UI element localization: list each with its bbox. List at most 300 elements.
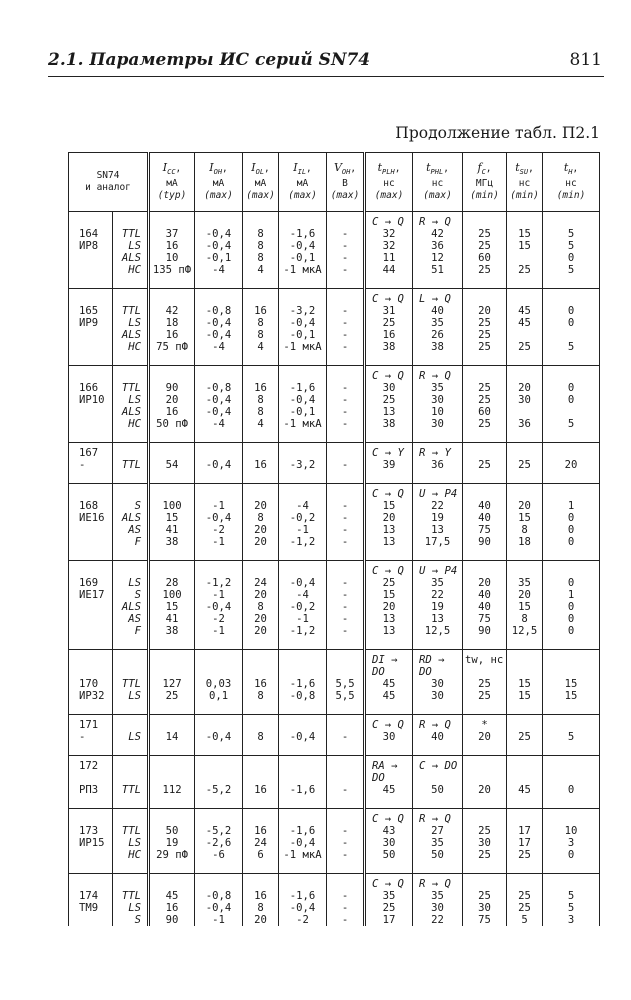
cell-fc: 90 — [463, 536, 507, 561]
cell-tphl: 36 — [413, 459, 463, 484]
cell-iol — [243, 212, 279, 229]
cell-series-number: ИР10 — [69, 394, 113, 406]
cell-family: LS — [113, 394, 149, 406]
cell-th — [543, 406, 600, 418]
cell-tplh: RA → DO — [365, 756, 413, 785]
cell-voh: - — [327, 317, 365, 329]
cell-iil: -1 мкА — [279, 418, 327, 443]
cell-family: TTL — [113, 382, 149, 394]
cell-series-number: 167 — [69, 443, 113, 460]
cell-iil: -1 — [279, 524, 327, 536]
cell-th: 0 — [543, 305, 600, 317]
cell-iol: 8 — [243, 394, 279, 406]
cell-series-number: 173 — [69, 825, 113, 837]
cell-fc: 25 — [463, 849, 507, 874]
table-row — [69, 341, 600, 366]
cell-iol: 8 — [243, 690, 279, 715]
cell-voh: - — [327, 418, 365, 443]
cell-icc — [149, 715, 195, 732]
cell-tplh: 44 — [365, 264, 413, 289]
cell-th — [543, 809, 600, 826]
column-header-tplh: $t_{PLH}$, нс (max) — [365, 153, 413, 212]
cell-iil: -1,2 — [279, 536, 327, 561]
cell-icc: 15 — [149, 512, 195, 524]
cell-fc: * — [463, 715, 507, 732]
cell-ioh: -0,1 — [195, 252, 243, 264]
cell-iil: -4 — [279, 500, 327, 512]
cell-voh — [327, 561, 365, 578]
cell-tsu: 20 — [507, 382, 543, 394]
cell-voh: 5,5 — [327, 690, 365, 715]
column-header-iil: $I_{IL}$, мА (max) — [279, 153, 327, 212]
cell-tsu: 30 — [507, 394, 543, 406]
cell-fc: 20 — [463, 577, 507, 589]
cell-ioh — [195, 650, 243, 679]
cell-tplh: 30 — [365, 731, 413, 756]
cell-ioh: -0,4 — [195, 240, 243, 252]
cell-tplh: 15 — [365, 589, 413, 601]
table-header — [69, 153, 600, 212]
cell-icc: 16 — [149, 240, 195, 252]
cell-family: ALS — [113, 406, 149, 418]
cell-tsu: 35 — [507, 577, 543, 589]
cell-fc: 25 — [463, 418, 507, 443]
cell-tsu — [507, 212, 543, 229]
cell-tplh: 38 — [365, 418, 413, 443]
page-number: 811 — [569, 50, 602, 70]
cell-series-number: - — [69, 731, 113, 756]
cell-voh: - — [327, 613, 365, 625]
cell-series-number: ИР15 — [69, 837, 113, 849]
cell-family: TTL — [113, 784, 149, 809]
cell-voh: 5,5 — [327, 678, 365, 690]
cell-icc: 127 — [149, 678, 195, 690]
cell-icc: 90 — [149, 914, 195, 926]
cell-family: S — [113, 914, 149, 926]
cell-series-number — [69, 341, 113, 366]
cell-tphl: 30 — [413, 678, 463, 690]
cell-ioh — [195, 561, 243, 578]
cell-series-number: ИР9 — [69, 317, 113, 329]
cell-voh: - — [327, 825, 365, 837]
cell-tsu — [507, 443, 543, 460]
cell-iil — [279, 756, 327, 785]
cell-ioh: -1,2 — [195, 577, 243, 589]
cell-family: ALS — [113, 329, 149, 341]
cell-iil: -0,8 — [279, 690, 327, 715]
column-header-iol: $I_{OL}$, мА (max) — [243, 153, 279, 212]
cell-icc — [149, 874, 195, 891]
cell-ioh: -2 — [195, 613, 243, 625]
table-body — [69, 212, 600, 927]
cell-fc: 20 — [463, 731, 507, 756]
cell-th: 10 — [543, 825, 600, 837]
cell-tsu: 25 — [507, 459, 543, 484]
cell-iol: 4 — [243, 341, 279, 366]
cell-family — [113, 756, 149, 785]
cell-tplh: 16 — [365, 329, 413, 341]
cell-iil: -0,1 — [279, 406, 327, 418]
cell-iol — [243, 366, 279, 383]
cell-tplh: 38 — [365, 341, 413, 366]
cell-th: 0 — [543, 252, 600, 264]
table-row — [69, 809, 600, 826]
cell-tsu — [507, 809, 543, 826]
cell-family: HC — [113, 418, 149, 443]
cell-th: 0 — [543, 613, 600, 625]
cell-fc: 25 — [463, 459, 507, 484]
cell-family: LS — [113, 731, 149, 756]
cell-voh — [327, 874, 365, 891]
cell-family: HC — [113, 849, 149, 874]
cell-th — [543, 874, 600, 891]
cell-tphl: 19 — [413, 512, 463, 524]
cell-tsu: 25 — [507, 890, 543, 902]
cell-tplh: C → Q — [365, 715, 413, 732]
cell-fc: 25 — [463, 890, 507, 902]
cell-ioh: -0,8 — [195, 305, 243, 317]
cell-tplh: 32 — [365, 240, 413, 252]
cell-tphl: C → DO — [413, 756, 463, 785]
table-row — [69, 601, 600, 613]
cell-tphl: 13 — [413, 524, 463, 536]
cell-tplh: C → Q — [365, 212, 413, 229]
cell-th: 0 — [543, 394, 600, 406]
cell-fc — [463, 212, 507, 229]
cell-icc: 10 — [149, 252, 195, 264]
cell-family — [113, 289, 149, 306]
cell-family: HC — [113, 341, 149, 366]
cell-series-number — [69, 809, 113, 826]
cell-voh: - — [327, 252, 365, 264]
cell-tphl: 38 — [413, 341, 463, 366]
cell-icc: 18 — [149, 317, 195, 329]
cell-tsu: 15 — [507, 240, 543, 252]
cell-tplh: 25 — [365, 577, 413, 589]
cell-iol — [243, 874, 279, 891]
cell-voh — [327, 715, 365, 732]
cell-voh: - — [327, 914, 365, 926]
table-row — [69, 512, 600, 524]
cell-tphl: 12 — [413, 252, 463, 264]
cell-iol: 8 — [243, 406, 279, 418]
cell-th: 5 — [543, 902, 600, 914]
cell-th — [543, 443, 600, 460]
cell-voh: - — [327, 524, 365, 536]
cell-tphl: RD → DO — [413, 650, 463, 679]
cell-series-number: 168 — [69, 500, 113, 512]
cell-icc: 16 — [149, 406, 195, 418]
table-row — [69, 382, 600, 394]
cell-tphl: R → Q — [413, 212, 463, 229]
table-row — [69, 484, 600, 501]
cell-fc — [463, 809, 507, 826]
cell-tphl: R → Y — [413, 443, 463, 460]
cell-family: S — [113, 589, 149, 601]
cell-voh: - — [327, 577, 365, 589]
cell-ioh: -1 — [195, 625, 243, 650]
cell-icc: 16 — [149, 329, 195, 341]
cell-iil: -4 — [279, 589, 327, 601]
cell-tphl: R → Q — [413, 809, 463, 826]
cell-series-number — [69, 650, 113, 679]
cell-family — [113, 366, 149, 383]
cell-iil: -0,4 — [279, 837, 327, 849]
cell-iol: 16 — [243, 459, 279, 484]
table-row — [69, 240, 600, 252]
table-row — [69, 589, 600, 601]
cell-tphl: 36 — [413, 240, 463, 252]
cell-iol: 8 — [243, 252, 279, 264]
cell-tsu: 36 — [507, 418, 543, 443]
cell-tsu: 18 — [507, 536, 543, 561]
table-row — [69, 406, 600, 418]
cell-fc: 25 — [463, 825, 507, 837]
cell-family — [113, 443, 149, 460]
cell-fc: 60 — [463, 406, 507, 418]
cell-fc: 20 — [463, 305, 507, 317]
cell-family: TTL — [113, 825, 149, 837]
table-row — [69, 305, 600, 317]
cell-fc: 25 — [463, 382, 507, 394]
cell-family: LS — [113, 690, 149, 715]
cell-tphl: 19 — [413, 601, 463, 613]
cell-iil: -0,1 — [279, 252, 327, 264]
page-header — [48, 50, 604, 77]
cell-iil: -1,6 — [279, 784, 327, 809]
cell-voh: - — [327, 341, 365, 366]
cell-fc: 60 — [463, 252, 507, 264]
cell-voh: - — [327, 406, 365, 418]
cell-family: TTL — [113, 890, 149, 902]
cell-icc: 42 — [149, 305, 195, 317]
table-row — [69, 443, 600, 460]
cell-th: 5 — [543, 264, 600, 289]
section-title: 2.1. Параметры ИС серий SN74 — [48, 50, 371, 70]
table-row — [69, 524, 600, 536]
cell-icc — [149, 366, 195, 383]
cell-fc: 30 — [463, 837, 507, 849]
cell-tplh: C → Q — [365, 561, 413, 578]
cell-family — [113, 715, 149, 732]
cell-ioh: -0,4 — [195, 394, 243, 406]
table-row — [69, 264, 600, 289]
cell-tplh: 20 — [365, 512, 413, 524]
table-row — [69, 690, 600, 715]
cell-tphl: 42 — [413, 228, 463, 240]
cell-tphl: L → Q — [413, 289, 463, 306]
cell-family: F — [113, 536, 149, 561]
cell-icc: 45 — [149, 890, 195, 902]
cell-icc: 38 — [149, 536, 195, 561]
cell-iil: -0,4 — [279, 240, 327, 252]
cell-fc: 75 — [463, 613, 507, 625]
cell-series-number — [69, 418, 113, 443]
cell-tphl: 35 — [413, 577, 463, 589]
column-header-ioh: $I_{OH}$, мА (max) — [195, 153, 243, 212]
cell-tplh: C → Y — [365, 443, 413, 460]
cell-tphl: U → P4 — [413, 484, 463, 501]
cell-tphl: 12,5 — [413, 625, 463, 650]
cell-tplh: C → Q — [365, 809, 413, 826]
cell-series-number — [69, 601, 113, 613]
cell-iil: -2 — [279, 914, 327, 926]
cell-th — [543, 650, 600, 679]
cell-iil — [279, 715, 327, 732]
cell-th: 1 — [543, 500, 600, 512]
cell-tplh: C → Q — [365, 874, 413, 891]
column-header-voh: $V_{OH}$, В (max) — [327, 153, 365, 212]
cell-icc — [149, 650, 195, 679]
cell-family: TTL — [113, 459, 149, 484]
cell-tphl: 22 — [413, 914, 463, 926]
column-header-fc: $f_C$, МГц (min) — [463, 153, 507, 212]
cell-tphl: R → Q — [413, 366, 463, 383]
cell-iol: 8 — [243, 731, 279, 756]
cell-ioh: 0,1 — [195, 690, 243, 715]
cell-tphl: 35 — [413, 317, 463, 329]
cell-family: LS — [113, 837, 149, 849]
table-row — [69, 625, 600, 650]
cell-iol: 24 — [243, 577, 279, 589]
cell-th: 3 — [543, 914, 600, 926]
cell-iil — [279, 443, 327, 460]
cell-iol: 8 — [243, 512, 279, 524]
cell-th — [543, 484, 600, 501]
cell-iil: -3,2 — [279, 459, 327, 484]
cell-family — [113, 874, 149, 891]
cell-fc — [463, 561, 507, 578]
cell-th: 5 — [543, 341, 600, 366]
cell-voh: - — [327, 264, 365, 289]
cell-tphl: 51 — [413, 264, 463, 289]
cell-tsu — [507, 289, 543, 306]
cell-icc: 41 — [149, 524, 195, 536]
cell-iol — [243, 809, 279, 826]
cell-tphl: 35 — [413, 890, 463, 902]
cell-ioh — [195, 874, 243, 891]
cell-voh — [327, 650, 365, 679]
cell-iol: 24 — [243, 837, 279, 849]
cell-icc: 15 — [149, 601, 195, 613]
cell-iol: 16 — [243, 382, 279, 394]
cell-ioh — [195, 756, 243, 785]
cell-icc: 54 — [149, 459, 195, 484]
cell-tplh: 13 — [365, 613, 413, 625]
cell-icc — [149, 756, 195, 785]
cell-iol: 6 — [243, 849, 279, 874]
cell-tplh: 32 — [365, 228, 413, 240]
cell-fc: 25 — [463, 329, 507, 341]
cell-tplh: DI → DO — [365, 650, 413, 679]
table-row — [69, 212, 600, 229]
cell-fc: 20 — [463, 784, 507, 809]
cell-ioh: -0,4 — [195, 731, 243, 756]
cell-series-number: РП3 — [69, 784, 113, 809]
cell-th — [543, 756, 600, 785]
cell-voh: - — [327, 500, 365, 512]
cell-ioh: -0,4 — [195, 329, 243, 341]
cell-iil: -0,2 — [279, 512, 327, 524]
cell-icc: 28 — [149, 577, 195, 589]
cell-tplh: 25 — [365, 394, 413, 406]
cell-iol: 8 — [243, 317, 279, 329]
table-row — [69, 418, 600, 443]
cell-iil: -1 — [279, 613, 327, 625]
cell-series-number — [69, 406, 113, 418]
cell-tphl: 40 — [413, 305, 463, 317]
cell-iol: 8 — [243, 902, 279, 914]
cell-tplh: 25 — [365, 902, 413, 914]
cell-series-number: 166 — [69, 382, 113, 394]
cell-iil: -0,4 — [279, 731, 327, 756]
cell-ioh: -2,6 — [195, 837, 243, 849]
cell-icc: 50 пФ — [149, 418, 195, 443]
cell-voh: - — [327, 240, 365, 252]
cell-iil: -0,4 — [279, 394, 327, 406]
cell-tphl: 26 — [413, 329, 463, 341]
cell-th — [543, 715, 600, 732]
cell-tplh: 13 — [365, 625, 413, 650]
cell-iol — [243, 289, 279, 306]
cell-series-number — [69, 613, 113, 625]
cell-tplh: 35 — [365, 890, 413, 902]
cell-tplh: 13 — [365, 536, 413, 561]
table-row — [69, 678, 600, 690]
table-row — [69, 459, 600, 484]
cell-tsu: 12,5 — [507, 625, 543, 650]
cell-icc: 38 — [149, 625, 195, 650]
cell-tsu: 15 — [507, 678, 543, 690]
cell-family — [113, 650, 149, 679]
cell-iol: 20 — [243, 524, 279, 536]
cell-tplh: 30 — [365, 382, 413, 394]
cell-voh: - — [327, 837, 365, 849]
cell-family — [113, 212, 149, 229]
cell-icc: 75 пФ — [149, 341, 195, 366]
cell-series-number — [69, 366, 113, 383]
table-row — [69, 902, 600, 914]
cell-tsu: 17 — [507, 825, 543, 837]
cell-family — [113, 809, 149, 826]
cell-iil — [279, 289, 327, 306]
cell-voh — [327, 443, 365, 460]
cell-ioh: -0,4 — [195, 902, 243, 914]
cell-th: 5 — [543, 228, 600, 240]
cell-tsu — [507, 650, 543, 679]
cell-family: ALS — [113, 512, 149, 524]
cell-series-number — [69, 536, 113, 561]
table-row — [69, 394, 600, 406]
cell-iol: 20 — [243, 625, 279, 650]
column-header-series: SN74 и аналог — [69, 153, 149, 212]
cell-tplh: 13 — [365, 524, 413, 536]
cell-series-number: 172 — [69, 756, 113, 785]
cell-iol: 16 — [243, 825, 279, 837]
cell-voh: - — [327, 536, 365, 561]
cell-iol: 20 — [243, 536, 279, 561]
cell-tsu: 15 — [507, 601, 543, 613]
cell-tphl: 30 — [413, 690, 463, 715]
cell-ioh: -0,4 — [195, 406, 243, 418]
cell-icc: 16 — [149, 902, 195, 914]
cell-tplh: 43 — [365, 825, 413, 837]
cell-iil — [279, 650, 327, 679]
cell-tplh: C → Q — [365, 289, 413, 306]
cell-family: LS — [113, 240, 149, 252]
cell-tsu: 45 — [507, 784, 543, 809]
cell-tsu — [507, 756, 543, 785]
